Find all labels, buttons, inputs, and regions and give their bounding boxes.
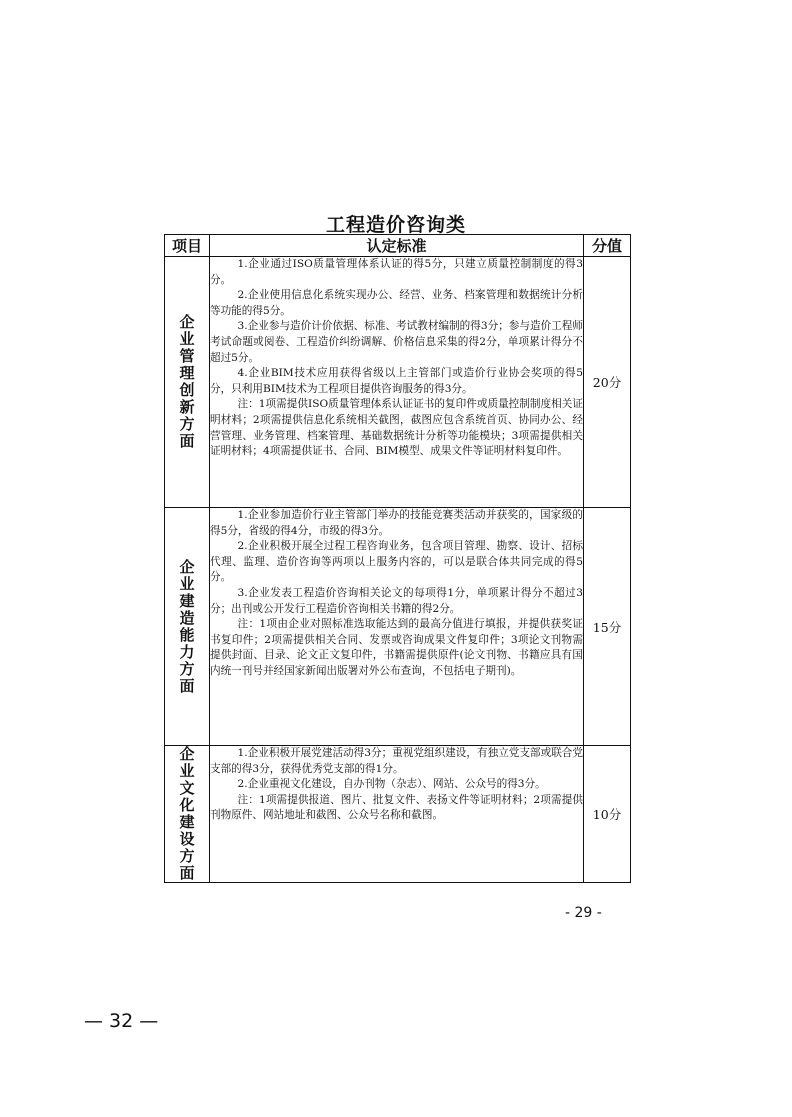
score-cell: 10分	[584, 746, 631, 883]
category-label: 企业管理创新方面	[179, 313, 195, 450]
criteria-cell	[210, 508, 584, 746]
criteria-item: 3.企业发表工程造价咨询相关论文的每项得1分，单项累计得分不超过3分；出刊或公开发行工程造价咨询相关书籍的得2分。	[210, 586, 583, 615]
criteria-item: 3.企业参与造价计价依据、标准、考试教材编制的得3分；参与造价工程师考试命题或阅卷、工程造价纠纷调解、价格信息采集的得2分，单项累计得分不超过5分。	[210, 320, 583, 364]
category-label: 企业建造能力方面	[179, 557, 195, 695]
criteria-item: 2.企业积极开展全过程工程咨询业务，包含项目管理、勘察、设计、招标代理、监理、造价咨询等两项以上服务内容的，可以是联合体共同完成的得5分。	[210, 540, 583, 584]
table-row	[165, 508, 631, 746]
category-cell	[165, 746, 210, 883]
criteria-note: 注：1项需提供报道、图片、批复文件、表扬文件等证明材料；2项需提供刊物原件、网站地址和截图、公众号名称和截图。	[210, 793, 583, 822]
criteria-item: 4.企业BIM技术应用获得省级以上主管部门或造价行业协会奖项的得5分，只利用BIM技术为工程项目提供咨询服务的得3分。	[210, 367, 583, 395]
criteria-item: 1.企业通过ISO质量管理体系认证的得5分，只建立质量控制制度的得3分。	[210, 258, 583, 286]
criteria-cell	[210, 257, 584, 508]
outer-page-number: — 32 —	[84, 1010, 159, 1032]
criteria-item: 2.企业使用信息化系统实现办公、经营、业务、档案管理和数据统计分析等功能的得5分。	[210, 289, 583, 317]
criteria-table	[164, 234, 631, 883]
score-cell: 15分	[584, 508, 631, 746]
table-row	[165, 257, 631, 508]
criteria-cell	[210, 746, 584, 883]
page-number: - 29 -	[565, 905, 602, 921]
category-cell	[165, 508, 210, 746]
header-criteria: 认定标准	[210, 235, 584, 257]
header-project: 项目	[165, 235, 210, 257]
category-label: 企业文化建设方面	[179, 745, 195, 882]
score-cell: 20分	[584, 257, 631, 508]
page-title: 工程造价咨询类	[325, 214, 466, 236]
criteria-note: 注：1项由企业对照标准选取能达到的最高分值进行填报，并提供获奖证书复印件；2项需提供相关合同、发票或咨询成果文件复印件；3项论文刊物需提供封面、目录、论文正文复印件，书籍需提供原件(论文刊物、书籍应具有国内统一刊号并经国家新闻出版署对外公布查询，不包括电子期刊)。	[210, 618, 583, 677]
criteria-item: 1.企业参加造价行业主管部门举办的技能竞赛类活动并获奖的，国家级的得5分，省级的得4分，市级的得3分。	[210, 509, 583, 537]
criteria-item: 2.企业重视文化建设，自办刊物（杂志）、网站、公众号的得3分。	[237, 778, 546, 791]
criteria-item: 1.企业积极开展党建活动得3分；重视党组织建设，有独立党支部或联合党支部的得3分，获得优秀党支部的得1分。	[210, 747, 583, 775]
header-score: 分值	[584, 235, 631, 257]
table-row	[165, 746, 631, 883]
criteria-note: 注：1项需提供ISO质量管理体系认证证书的复印件或质量控制制度相关证明材料；2项需提供信息化系统相关截图，截图应包含系统首页、协同办公、经营管理、业务管理、档案管理、基础数据统计分析等功能模块；3项需提供相关证明材料；4项需提供证书、合同、BIM模型、成果文件等证明材料复印件。	[210, 398, 583, 458]
category-cell	[165, 257, 210, 508]
table-header-row	[165, 235, 631, 257]
